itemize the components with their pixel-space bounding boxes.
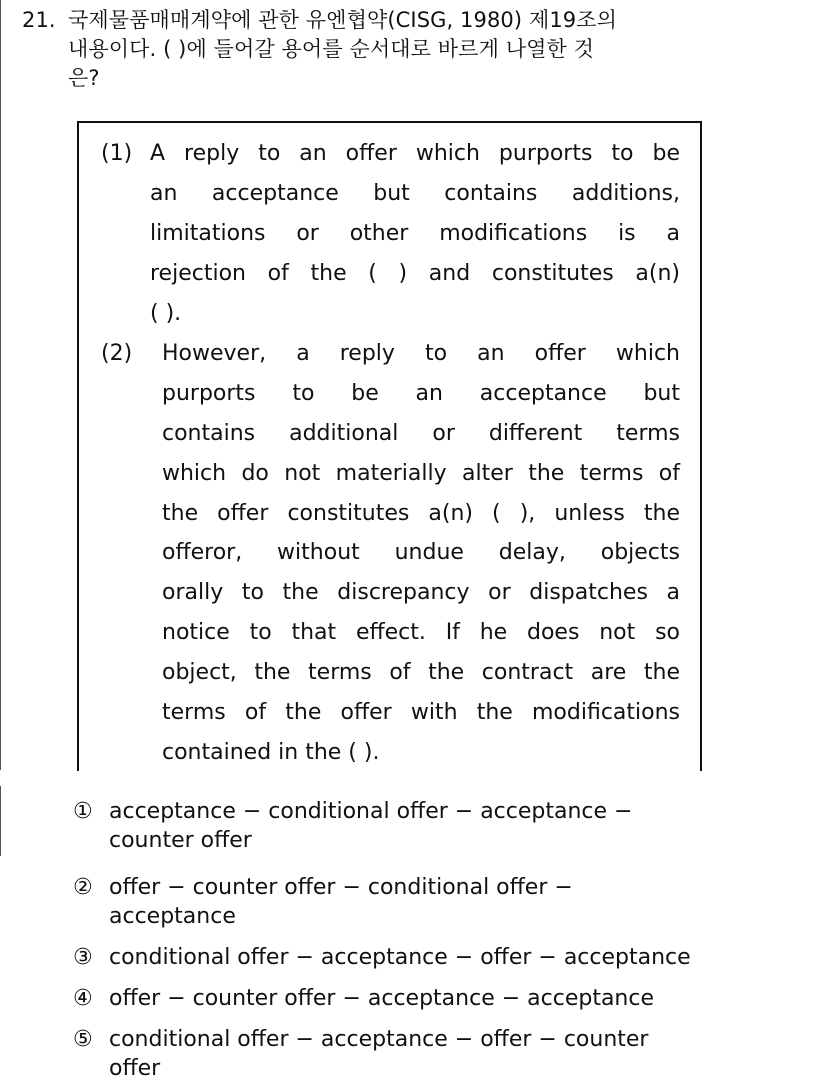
clause-line: ( ). [150, 300, 182, 326]
question-text [68, 6, 782, 93]
clause-line: limitations or other modifications is a [150, 220, 680, 246]
question-number: 21. [22, 8, 56, 32]
option-line: acceptance − conditional offer − acceptance − [109, 799, 633, 824]
clause-line: contained in the ( ). [162, 739, 380, 765]
option-marker: ② [73, 875, 93, 900]
option-marker: ④ [73, 986, 93, 1011]
clause-number: (1) [101, 141, 133, 166]
option-text [109, 797, 813, 855]
clause-line: rejection of the ( ) and constitutes a(n) [150, 260, 680, 286]
answer-option-4[interactable] [73, 984, 813, 1013]
clause-line: notice to that effect. If he does not so [162, 620, 680, 646]
clause-line: orally to the discrepancy or dispatches a [162, 580, 680, 606]
option-line: conditional offer − acceptance − offer − counter [109, 1027, 649, 1052]
option-text [109, 873, 813, 931]
answer-option-5[interactable] [73, 1025, 813, 1083]
option-marker: ③ [73, 945, 93, 970]
question-line: 내용이다. ( )에 들어갈 용어를 순서대로 바르게 나열한 것 [68, 37, 595, 61]
clause-line: A reply to an offer which purports to be [150, 141, 680, 166]
question-stem [22, 6, 782, 93]
left-margin-rule [0, 0, 1, 770]
clause-line: the offer constitutes a(n) ( ), unless the [162, 500, 680, 526]
clause-line: contains additional or different terms [162, 420, 680, 446]
clause-line: terms of the offer with the modifications [162, 700, 680, 726]
option-line: offer − counter offer − acceptance − acceptance [109, 986, 655, 1011]
option-text [109, 1025, 813, 1083]
clause-number: (2) [101, 341, 133, 366]
clause-body [162, 334, 680, 773]
clause-line: which do not materially alter the terms of [162, 460, 680, 486]
left-margin-rule [0, 786, 1, 856]
question-line: 은? [68, 66, 100, 90]
clause-line: purports to be an acceptance but [162, 380, 680, 406]
option-line: offer [109, 1056, 161, 1081]
clause-body [150, 134, 680, 333]
option-marker: ① [73, 799, 93, 824]
answer-option-2[interactable] [73, 873, 813, 931]
clause-line: offeror, without undue delay, objects [162, 540, 680, 566]
option-line: offer − counter offer − conditional offer − [109, 875, 573, 900]
clause-line: object, the terms of the contract are the [162, 660, 680, 686]
option-marker: ⑤ [73, 1027, 93, 1052]
option-line: counter offer [109, 828, 252, 853]
clause-line: an acceptance but contains additions, [150, 180, 680, 206]
option-line: acceptance [109, 904, 236, 929]
answer-option-3[interactable] [73, 943, 813, 972]
clause-line: However, a reply to an offer which [162, 341, 680, 366]
passage-box [77, 121, 702, 771]
option-text [109, 984, 813, 1013]
option-line: conditional offer − acceptance − offer − acceptance [109, 945, 691, 970]
answer-option-1[interactable] [73, 797, 813, 855]
option-text [109, 943, 813, 972]
question-line: 국제물품매매계약에 관한 유엔협약(CISG, 1980) 제19조의 [68, 8, 618, 32]
